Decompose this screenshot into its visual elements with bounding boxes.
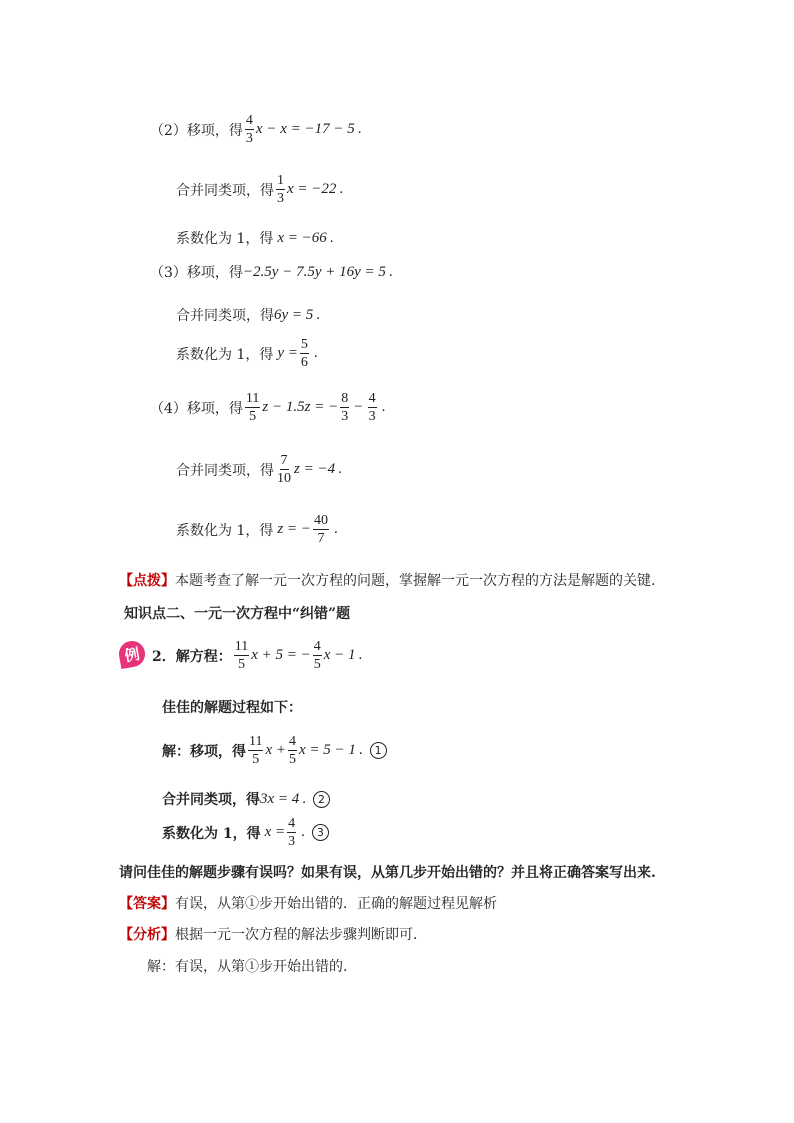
step-label: （4）移项，得 bbox=[150, 400, 243, 417]
step2-combine-line bbox=[176, 172, 346, 207]
fraction: $\frac{5}{6}$ bbox=[300, 337, 308, 370]
analysis-paragraph bbox=[119, 924, 417, 944]
step-label: 系数化为 1，得 bbox=[162, 825, 261, 842]
period: . bbox=[388, 263, 393, 280]
example-intro: 佳佳的解题过程如下： bbox=[162, 700, 302, 716]
fraction: $\frac{11}{5}$ bbox=[245, 391, 260, 424]
equation-text: z = − bbox=[277, 521, 311, 537]
step-label: 系数化为 1，得 bbox=[176, 231, 274, 247]
fraction: $\frac{7}{10}$ bbox=[277, 453, 291, 486]
example-step3-line bbox=[162, 815, 329, 850]
fraction: $\frac{40}{7}$ bbox=[313, 513, 328, 546]
step-label: （3）移项，得 bbox=[150, 265, 243, 281]
period: . bbox=[358, 742, 363, 758]
period: . bbox=[313, 345, 318, 361]
step-label: 解：移项，得 bbox=[162, 743, 246, 760]
example-step1-line bbox=[162, 733, 387, 768]
fraction: $\frac{4}{3}$ bbox=[245, 113, 253, 146]
step4-move-line bbox=[150, 390, 388, 425]
minus-sign: − bbox=[354, 399, 363, 415]
equation-text: x + bbox=[265, 742, 287, 758]
fraction: $\frac{4}{3}$ bbox=[288, 816, 296, 849]
step2-move-line bbox=[150, 112, 364, 147]
step3-move-line bbox=[150, 262, 396, 282]
step-label: 系数化为 1，得 bbox=[176, 522, 274, 539]
equation-text: x = −22 bbox=[287, 181, 337, 197]
equation-text: −2.5y − 7.5y + 16y = 5 bbox=[242, 263, 386, 280]
fraction: $\frac{4}{5}$ bbox=[313, 639, 321, 672]
step-label: （2）移项，得 bbox=[150, 122, 243, 139]
equation-text: x − x = −17 − 5 bbox=[255, 121, 355, 137]
period: . bbox=[338, 461, 342, 477]
equation-text: 6y = 5 bbox=[274, 306, 314, 323]
step-label: 合并同类项，得 bbox=[176, 308, 274, 324]
period: . bbox=[301, 824, 305, 840]
step-label: 系数化为 1，得 bbox=[176, 346, 274, 363]
fraction: $\frac{8}{3}$ bbox=[341, 391, 349, 424]
period: . bbox=[333, 521, 338, 537]
period: . bbox=[316, 306, 321, 323]
tip-tag: 【点拨】 bbox=[119, 573, 175, 589]
example-badge: 例 bbox=[117, 639, 147, 669]
step-number-circle: 1 bbox=[370, 742, 387, 759]
example-question: 请问佳佳的解题步骤有误吗？如果有误，从第几步开始出错的？并且将正确答案写出来. bbox=[119, 865, 656, 881]
step4-combine-line bbox=[176, 452, 345, 487]
step-label: 合并同类项，得 bbox=[176, 462, 274, 479]
period: . bbox=[381, 399, 386, 415]
equation-text: x = 5 − 1 bbox=[299, 742, 356, 758]
fraction: $\frac{11}{5}$ bbox=[234, 639, 249, 672]
period: . bbox=[329, 229, 334, 246]
example-problem-line bbox=[152, 638, 365, 673]
fraction: $\frac{11}{5}$ bbox=[249, 734, 263, 767]
analysis-text: 根据一元一次方程的解法步骤判断即可. bbox=[175, 927, 418, 943]
answer-paragraph bbox=[119, 893, 497, 913]
step-label: 合并同类项，得 bbox=[162, 792, 260, 808]
answer-tag: 【答案】 bbox=[119, 896, 175, 912]
period: . bbox=[357, 121, 362, 137]
equation-text: x + 5 = − bbox=[251, 647, 311, 663]
solution-paragraph: 解：有误，从第①步开始出错的. bbox=[147, 959, 348, 975]
section-title: 知识点二、一元一次方程中“纠错”题 bbox=[124, 606, 351, 622]
step-number-circle: 3 bbox=[312, 824, 329, 841]
period: . bbox=[302, 790, 307, 807]
tip-text: 本题考查了解一元一次方程的问题，掌握解一元一次方程的方法是解题的关键. bbox=[175, 573, 656, 589]
step3-coef-line bbox=[176, 336, 321, 371]
fraction: $\frac{4}{3}$ bbox=[368, 391, 376, 424]
example-step2-line bbox=[162, 789, 330, 809]
fraction: $\frac{4}{5}$ bbox=[289, 734, 297, 767]
equation-text: z − 1.5z = − bbox=[262, 399, 339, 415]
equation-text: y = bbox=[277, 345, 298, 361]
equation-text: z = −4 bbox=[294, 461, 336, 477]
step-number-circle: 2 bbox=[313, 791, 330, 808]
step4-coef-line bbox=[176, 512, 341, 547]
analysis-tag: 【分析】 bbox=[119, 927, 175, 943]
step-label: 合并同类项，得 bbox=[176, 182, 274, 199]
step2-coef-line bbox=[176, 228, 337, 248]
equation-text: x = bbox=[264, 824, 286, 840]
equation-text: 3x = 4 bbox=[260, 790, 300, 807]
answer-text: 有误，从第①步开始出错的．正确的解题过程见解析 bbox=[175, 896, 497, 912]
equation-text: x − 1 bbox=[323, 647, 356, 663]
period: . bbox=[339, 181, 344, 197]
period: . bbox=[358, 647, 363, 663]
tip-paragraph bbox=[119, 570, 655, 590]
fraction: $\frac{1}{3}$ bbox=[277, 173, 284, 206]
example-label: 2．解方程： bbox=[152, 648, 232, 665]
equation-text: x = −66 bbox=[277, 229, 327, 246]
step3-combine-line bbox=[176, 305, 323, 325]
